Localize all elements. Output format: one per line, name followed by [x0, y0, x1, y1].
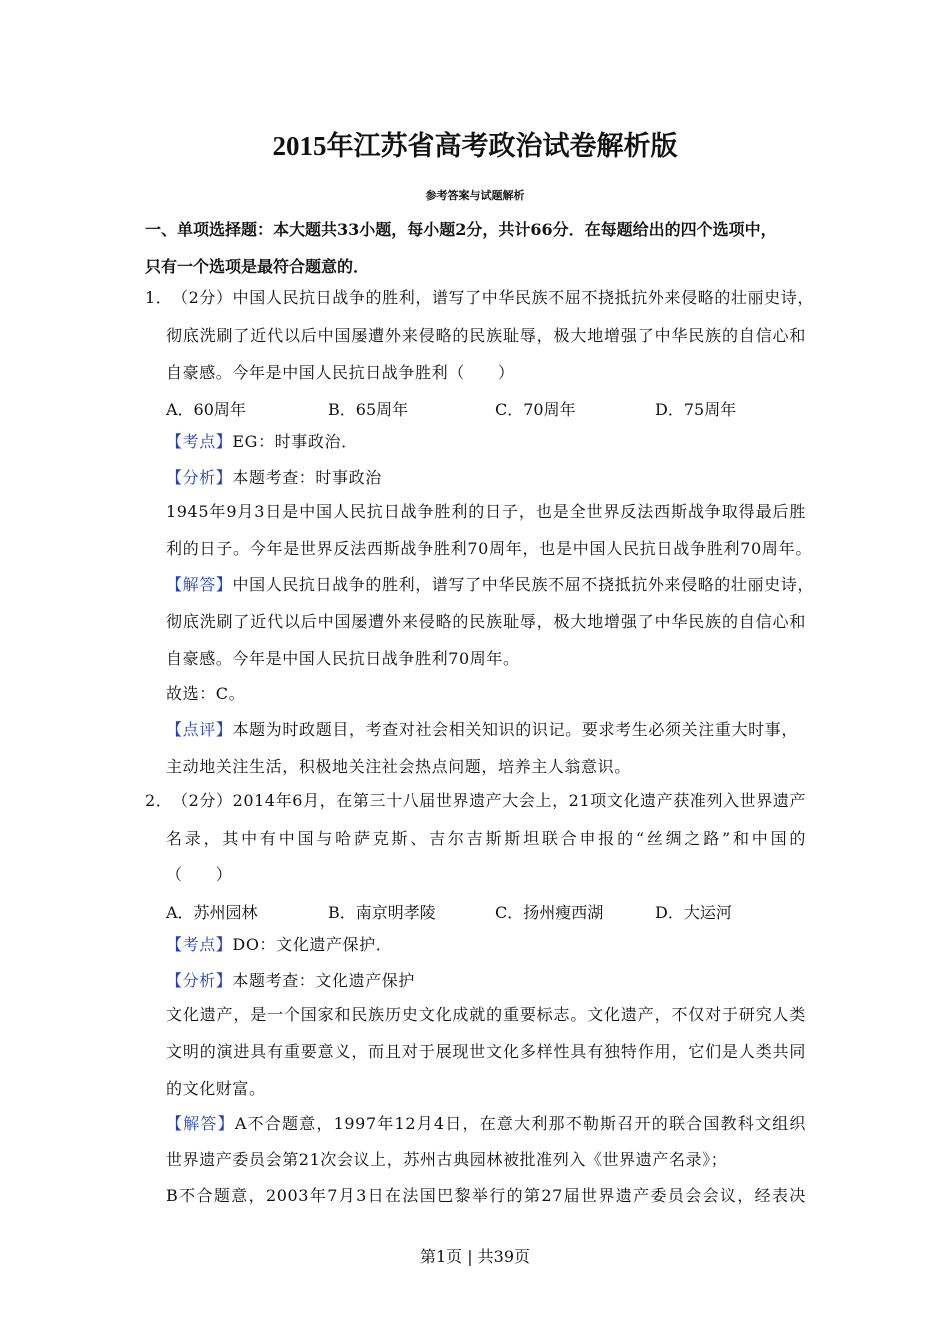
question-stem: 名录，其中有中国与哈萨克斯、吉尔吉斯斯坦联合申报的“丝绸之路”和中国的: [166, 829, 806, 848]
kaodian-tag: 【考点】: [166, 935, 233, 954]
jieda-text: 世界遗产委员会第21次会议上，苏州古典园林被批准列入《世界遗产名录》；: [166, 1150, 728, 1169]
fenxi-body: 1945年9月3日是中国人民抗日战争胜利的日子，也是全世界反法西斯战争取得最后胜: [166, 502, 806, 521]
jieda-tag: 【解答】: [166, 575, 233, 594]
option-a: A．苏州园林: [166, 903, 258, 922]
question-number: 2．: [145, 791, 173, 810]
jieda-tag: 【解答】: [166, 1114, 235, 1133]
kaodian-tag: 【考点】: [166, 432, 233, 451]
kaodian-text: EG：时事政治．: [232, 432, 358, 451]
kaodian-line: [166, 432, 358, 452]
answer-line: 故选：C。: [166, 684, 246, 703]
dianping-line: [166, 720, 798, 740]
question-stem: （2分）2014年6月，在第三十八届世界遗产大会上，21项文化遗产获准列入世界遗产: [172, 791, 807, 810]
dianping-text: 主动地关注生活，积极地关注社会热点问题，培养主人翁意识。: [166, 757, 631, 776]
jieda-text: A不合题意，1997年12月4日，在意大利那不勒斯召开的联合国教科文组织: [234, 1114, 806, 1133]
fenxi-tag: 【分析】: [166, 971, 233, 990]
question-stem: 彻底洗刷了近代以后中国屡遭外来侵略的民族耻辱，极大地增强了中华民族的自信心和: [166, 326, 806, 345]
jieda-text: B不合题意，2003年7月3日在法国巴黎举行的第27届世界遗产委员会会议，经表决: [166, 1186, 806, 1205]
page-title: 2015年江苏省高考政治试卷解析版: [272, 131, 678, 161]
kaodian-text: DO：文化遗产保护．: [232, 935, 393, 954]
question-stem: （2分）中国人民抗日战争的胜利，谱写了中华民族不屈不挠抵抗外来侵略的壮丽史诗，: [172, 288, 814, 307]
fenxi-tag: 【分析】: [166, 468, 233, 487]
section-heading-cont: 只有一个选项是最符合题意的．: [145, 257, 370, 276]
jieda-line: [166, 1114, 806, 1134]
page-footer: 第1页 | 共39页: [419, 1247, 531, 1266]
option-a: A．60周年: [166, 400, 246, 419]
fenxi-text: 本题考查：时事政治: [232, 468, 382, 487]
jieda-text: 彻底洗刷了近代以后中国屡遭外来侵略的民族耻辱，极大地增强了中华民族的自信心和: [166, 612, 806, 631]
page-subtitle: 参考答案与试题解析: [425, 189, 525, 202]
question-stem: （ ）: [166, 865, 233, 884]
dianping-text: 本题为时政题目，考查对社会相关知识的识记。要求考生必须关注重大时事，: [232, 720, 798, 739]
section-heading: 一、单项选择题：本大题共33小题，每小题2分，共计66分．在每题给出的四个选项中，: [145, 220, 777, 239]
fenxi-body: 利的日子。今年是世界反法西斯战争胜利70周年，也是中国人民抗日战争胜利70周年。: [166, 539, 812, 558]
option-d: D．大运河: [655, 903, 732, 922]
jieda-text: 中国人民抗日战争的胜利，谱写了中华民族不屈不挠抵抗外来侵略的壮丽史诗，: [232, 575, 814, 594]
option-b: B．南京明孝陵: [328, 903, 436, 922]
fenxi-line: [166, 468, 382, 488]
question-number: 1．: [145, 288, 173, 307]
kaodian-line: [166, 935, 392, 955]
fenxi-text: 本题考查：文化遗产保护: [232, 971, 416, 990]
fenxi-body: 的文化财富。: [166, 1079, 266, 1098]
option-b: B．65周年: [328, 400, 409, 419]
fenxi-body: 文化遗产，是一个国家和民族历史文化成就的重要标志。文化遗产，不仅对于研究人类: [166, 1005, 806, 1024]
jieda-text: 自豪感。今年是中国人民抗日战争胜利70周年。: [166, 649, 520, 668]
question-stem: 自豪感。今年是中国人民抗日战争胜利（ ）: [166, 363, 515, 382]
fenxi-body: 文明的演进具有重要意义，而且对于展现世文化多样性具有独特作用，它们是人类共同: [166, 1042, 806, 1061]
dianping-tag: 【点评】: [166, 720, 233, 739]
jieda-line: [166, 575, 814, 595]
option-c: C．扬州瘦西湖: [495, 903, 604, 922]
option-c: C．70周年: [495, 400, 576, 419]
option-d: D．75周年: [655, 400, 737, 419]
fenxi-line: [166, 971, 415, 991]
